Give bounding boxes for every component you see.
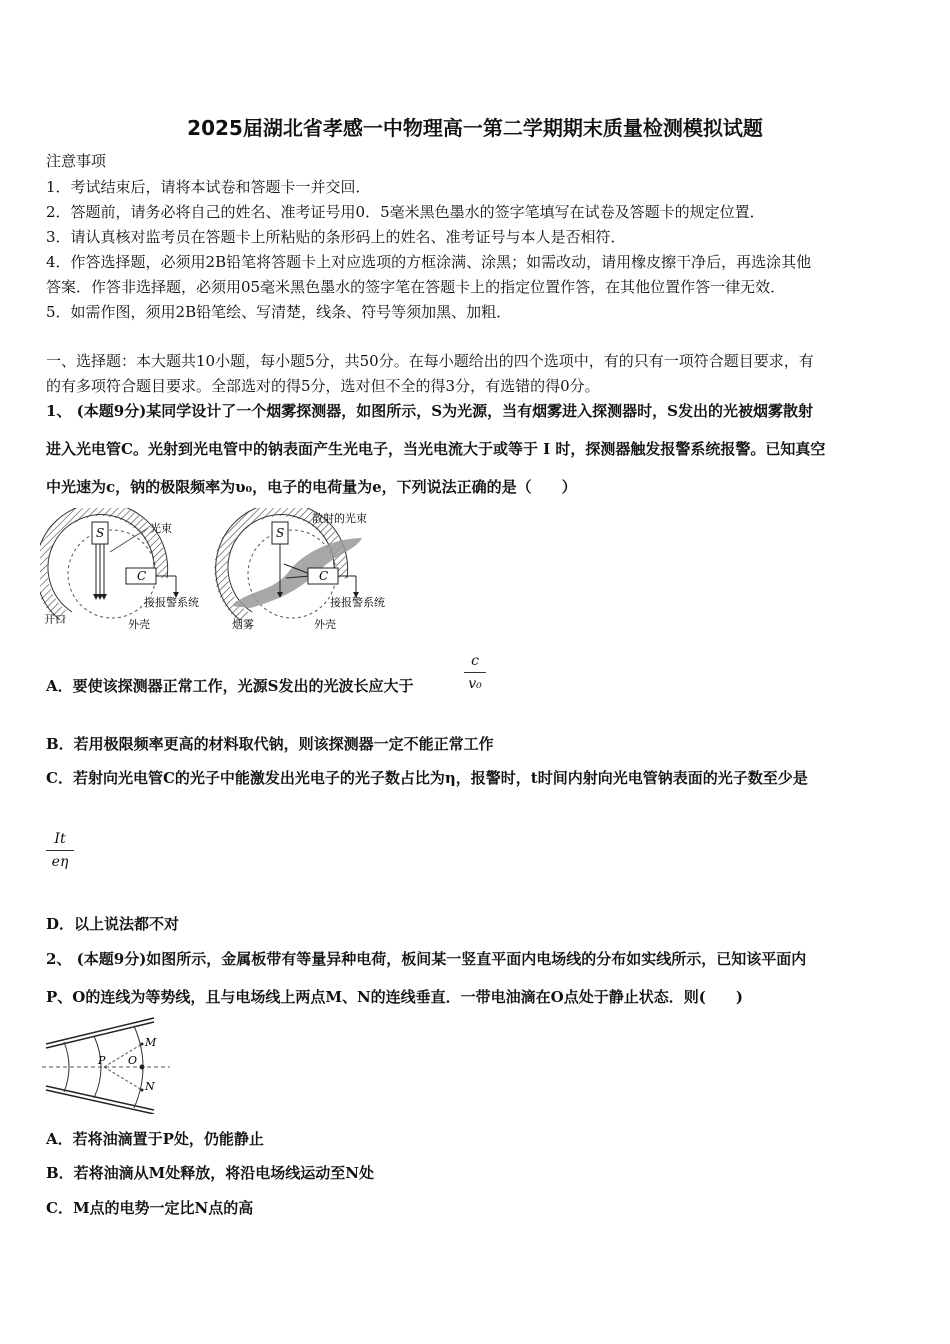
page-title: 2025届湖北省孝感一中物理高一第二学期期末质量检测模拟试题 bbox=[187, 116, 763, 140]
label-c-1: C bbox=[137, 569, 147, 583]
notice-line-3: 3．请认真核对监考员在答题卡上所粘贴的条形码上的姓名、准考证号与本人是否相符． bbox=[46, 228, 626, 246]
label-c-2: C bbox=[319, 569, 329, 583]
q2-option-b: B．若将油滴从M处释放，将沿电场线运动至N处 bbox=[46, 1164, 374, 1182]
fraction-bar bbox=[464, 672, 486, 673]
q1-option-a: A．要使该探测器正常工作，光源S发出的光波长应大于 bbox=[46, 677, 414, 695]
q1-stem-line-1: 1、 (本题9分)某同学设计了一个烟雾探测器，如图所示，S为光源，当有烟雾进入探测器时，S发出的光被烟雾散射 bbox=[46, 402, 813, 420]
label-o: O bbox=[128, 1054, 138, 1067]
q2-stem-line-2: P、O的连线为等势线，且与电场线上两点M、N的连线垂直．一带电油滴在O点处于静止状态．则( ) bbox=[46, 988, 743, 1006]
label-s-1: S bbox=[96, 526, 105, 540]
q1-option-c-denominator: eη bbox=[51, 854, 69, 870]
q1-stem-line-2: 进入光电管C。光射到光电管中的钠表面产生光电子，当光电流大于或等于 I 时，探测器触发报警系统报警。已知真空 bbox=[46, 440, 826, 458]
notice-line-4: 4．作答选择题，必须用2B铅笔将答题卡上对应选项的方框涂满、涂黑；如需改动，请用橡皮擦干净后，再选涂其他 bbox=[46, 253, 812, 271]
label-scattered-light: 散射的光束 bbox=[312, 512, 367, 525]
notice-line-5: 答案．作答非选择题，必须用05毫米黑色墨水的签字笔在答题卡上的指定位置作答，在其他位置作答一律无效． bbox=[46, 278, 786, 296]
q1-option-a-denominator: v₀ bbox=[468, 676, 482, 692]
label-light-beam: 光束 bbox=[150, 522, 172, 535]
label-alarm-1: 接报警系统 bbox=[144, 596, 199, 609]
q1-option-d: D．以上说法都不对 bbox=[46, 915, 180, 933]
smoke-detector-figure bbox=[40, 508, 410, 636]
label-n: N bbox=[145, 1080, 155, 1093]
q1-option-b: B．若用极限频率更高的材料取代钠，则该探测器一定不能正常工作 bbox=[46, 735, 494, 753]
q1-option-c-numerator: It bbox=[54, 831, 66, 847]
q2-option-a: A．若将油滴置于P处，仍能静止 bbox=[46, 1130, 264, 1148]
label-alarm-2: 接报警系统 bbox=[330, 596, 385, 609]
section-intro-line-1: 一、选择题：本大题共10小题，每小题5分，共50分。在每小题给出的四个选项中，有的只有一项符合题目要求，有 bbox=[46, 352, 814, 370]
q1-option-a-fraction bbox=[464, 652, 486, 693]
q1-option-c: C．若射向光电管C的光子中能激发出光电子的光子数占比为η，报警时，t时间内射向光电管钠表面的光子数至少是 bbox=[46, 769, 808, 787]
label-p: P bbox=[98, 1054, 106, 1067]
label-smoke: 烟雾 bbox=[232, 618, 254, 631]
q1-option-c-fraction bbox=[46, 830, 74, 871]
label-shell-1: 外壳 bbox=[128, 618, 150, 631]
q1-stem-line-3: 中光速为c，钠的极限频率为υ₀，电子的电荷量为e，下列说法正确的是（ ） bbox=[46, 478, 577, 496]
label-opening: 开口 bbox=[44, 613, 66, 626]
notice-line-2: 2．答题前，请务必将自己的姓名、准考证号用0．5毫米黑色墨水的签字笔填写在试卷及答题卡的规定位置． bbox=[46, 203, 765, 221]
notice-line-6: 5．如需作图，须用2B铅笔绘、写清楚，线条、符号等须加黑、加粗． bbox=[46, 303, 512, 321]
label-m: M bbox=[145, 1036, 157, 1049]
label-shell-2: 外壳 bbox=[314, 618, 336, 631]
section-intro-line-2: 的有多项符合题目要求。全部选对的得5分，选对但不全的得3分，有选错的得0分。 bbox=[46, 377, 600, 395]
q2-stem-line-1: 2、 (本题9分)如图所示，金属板带有等量异种电荷，板间某一竖直平面内电场线的分布如实线所示，已知该平面内 bbox=[46, 950, 807, 968]
fraction-bar bbox=[46, 850, 74, 851]
notice-line-1: 1．考试结束后，请将本试卷和答题卡一并交回． bbox=[46, 178, 371, 196]
notice-heading: 注意事项 bbox=[46, 152, 107, 170]
q2-option-c: C．M点的电势一定比N点的高 bbox=[46, 1199, 254, 1217]
electric-field-figure bbox=[42, 1014, 172, 1114]
q1-option-a-numerator: c bbox=[471, 653, 479, 669]
label-s-2: S bbox=[276, 526, 285, 540]
